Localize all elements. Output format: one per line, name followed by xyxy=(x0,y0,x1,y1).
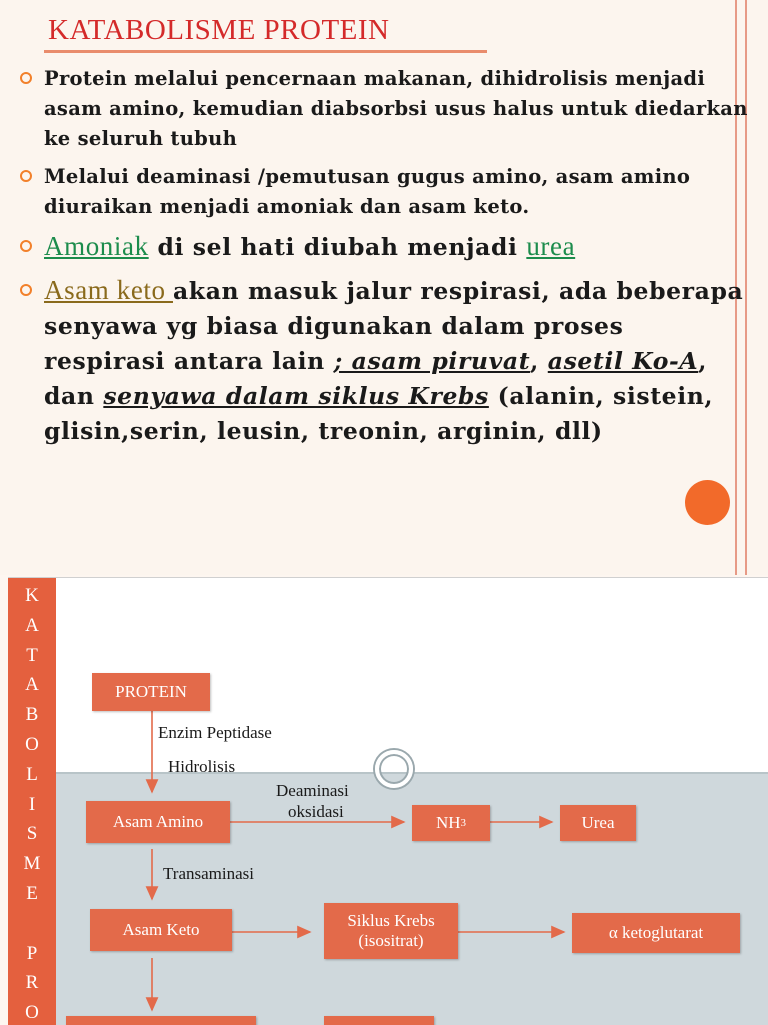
bullet-2 xyxy=(20,162,750,222)
vertical-label-char: L xyxy=(26,763,38,785)
bullet-1-text: Protein melalui pencernaan makanan, dihidrolisis menjadi asam amino, kemudian diabsorbsi usus halus untuk diedarkan ke seluruh tubuh xyxy=(44,67,748,150)
bullet-3-middle: di sel hati diubah menjadi xyxy=(148,233,527,261)
krebs-line-1: Siklus Krebs xyxy=(347,911,435,930)
protein-box: PROTEIN xyxy=(92,673,210,711)
bullet-dot-icon xyxy=(20,72,32,84)
ring-ornament-icon xyxy=(375,750,413,788)
bullet-dot-icon xyxy=(20,284,32,296)
title-underline xyxy=(44,50,487,53)
siklus-krebs-term: senyawa dalam siklus Krebs xyxy=(103,382,489,410)
bullet-4-part: (alanin, sistein, glisin,serin, leusin, treonin, arginin, dll) xyxy=(44,382,714,445)
vertical-label-char: M xyxy=(23,853,41,875)
nh3-subscript: 3 xyxy=(460,817,467,829)
bullet-1 xyxy=(20,64,750,154)
asam-piruvat-term: ; asam piruvat xyxy=(333,347,531,375)
transaminasi-label: Transaminasi xyxy=(163,864,254,883)
bullet-4-part: , dan xyxy=(44,347,708,410)
bullet-dot-icon xyxy=(20,240,32,252)
bullet-2-text: Melalui deaminasi /pemutusan gugus amino, asam amino diuraikan menjadi amoniak dan asam keto. xyxy=(44,165,691,218)
vertical-label-char: A xyxy=(25,614,39,636)
nh3-label: NH xyxy=(435,813,461,832)
bullet-4-text xyxy=(44,273,750,449)
asam-keto-box: Asam Keto xyxy=(90,909,232,951)
vertical-label-char: O xyxy=(25,734,39,755)
deaminasi-label: Deaminasi xyxy=(276,781,349,800)
vertical-label-char: K xyxy=(25,585,39,606)
bullet-4 xyxy=(20,273,750,449)
ketoglutarat-box: α ketoglutarat xyxy=(572,913,740,953)
vertical-label-char: E xyxy=(26,883,38,904)
asam-amino-box: Asam Amino xyxy=(86,801,230,843)
decorative-circle-icon xyxy=(685,480,730,525)
amoniak-term: Amoniak xyxy=(44,231,149,261)
vertical-label-char: T xyxy=(26,644,38,666)
oksidasi-label: oksidasi xyxy=(288,802,344,821)
vertical-label-char: I xyxy=(28,793,36,815)
katabolisme-diagram xyxy=(8,577,768,1025)
hidrolisis-label: Hidrolisis xyxy=(168,757,236,776)
bullet-3 xyxy=(20,229,750,265)
vertical-label-char: A xyxy=(25,674,39,696)
vertical-label-char: R xyxy=(25,972,39,994)
vertical-label-char: S xyxy=(26,823,38,845)
enzim-label: Enzim Peptidase xyxy=(158,723,272,742)
bullet-4-part: akan masuk jalur respirasi, ada beberapa senyawa yg biasa digunakan dalam proses respirasi antara lain xyxy=(44,277,744,375)
bullet-dot-icon xyxy=(20,170,32,182)
krebs-line-2: (isositrat) xyxy=(358,931,424,950)
asetil-koa-term: asetil Ko-A xyxy=(547,347,699,375)
vertical-label-char: O xyxy=(25,1002,39,1024)
siklus-krebs-box xyxy=(324,903,458,959)
urea-box: Urea xyxy=(560,805,636,841)
vertical-label-char: B xyxy=(25,704,39,726)
bullet-3-text xyxy=(44,229,750,265)
urea-term: urea xyxy=(526,231,576,261)
slide-title: KATABOLISME PROTEIN xyxy=(48,14,390,46)
bullet-4-comma: , xyxy=(530,347,539,375)
vertical-label-char: P xyxy=(26,942,38,964)
nh3-box xyxy=(412,805,490,841)
asam-keto-term: Asam keto xyxy=(44,275,173,305)
